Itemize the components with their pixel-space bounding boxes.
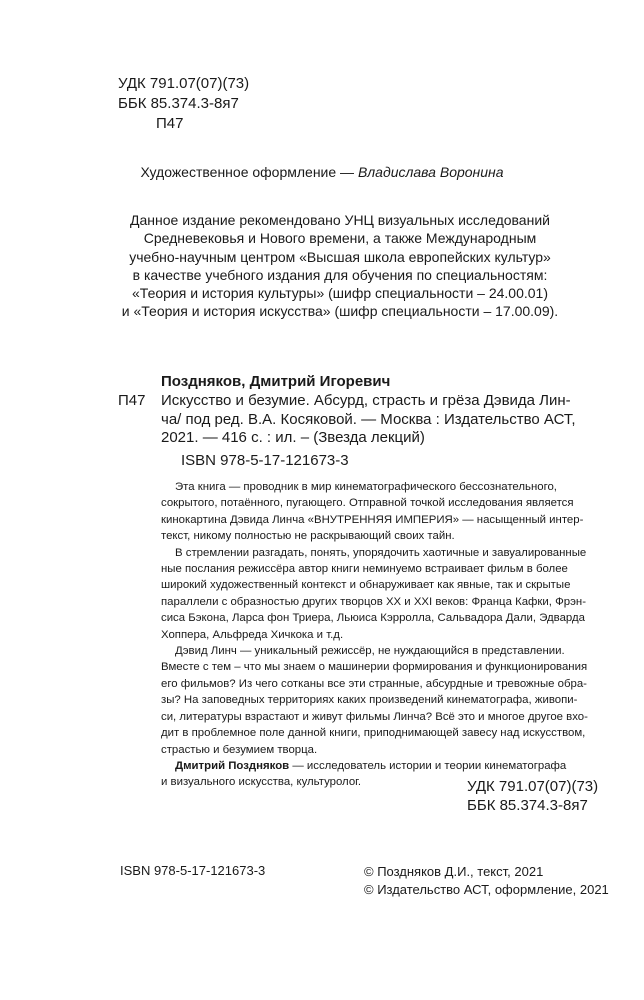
udk-code-bottom: УДК 791.07(07)(73) <box>467 778 599 795</box>
isbn: ISBN 978-5-17-121673-3 <box>181 452 349 469</box>
footer-isbn: ISBN 978-5-17-121673-3 <box>120 863 266 878</box>
annotation-line: Эта книга — проводник в мир кинематографического бессознательного, <box>175 481 557 493</box>
annotation-line: зы? На заповедных территориях каких произведений кинематографа, живопи- <box>161 694 578 707</box>
copyright-publisher: © Издательство АСТ, оформление, 2021 <box>364 882 609 897</box>
author-bio-text: — исследователь истории и теории кинематографа <box>289 759 567 772</box>
recommendation-line: Данное издание рекомендовано УНЦ визуальных исследований <box>130 212 550 228</box>
bbk-code-bottom: ББК 85.374.3-8я7 <box>467 797 588 814</box>
annotation-line: В стремлении разгадать, понять, упорядочить хаотичные и завуалированные <box>175 546 587 559</box>
bibliographic-description <box>161 392 576 448</box>
copyright-author: © Поздняков Д.И., текст, 2021 <box>364 864 544 879</box>
annotation-line: текст, никому полностью не раскрывающий своих тайн. <box>161 530 455 543</box>
copyright-block <box>364 863 609 899</box>
author-bio <box>161 758 567 774</box>
shelf-code: П47 <box>118 392 146 409</box>
bbk-code: ББК 85.374.3-8я7 <box>118 95 239 112</box>
annotation-line: страстью и безумием творца. <box>161 743 318 756</box>
recommendation-line: Средневековья и Нового времени, а также Международным <box>143 230 537 247</box>
annotation-line: Дэвид Линч — уникальный режиссёр, не нуждающийся в представлении. <box>175 645 565 658</box>
classification-block-top <box>118 74 249 134</box>
annotation-line: широкий художественный контекст и обнаруживает как явные, так и скрытые <box>161 579 571 592</box>
annotation-line: си, литературы взрастают и живут фильмы Линча? Всё это и многое другое вхо- <box>161 710 588 723</box>
recommendation-line: в качестве учебного издания для обучения по специальностям: <box>132 266 548 283</box>
description-line: ча/ под ред. В.А. Косяковой. — Москва : Издательство АСТ, <box>161 410 576 428</box>
author-sign-code: П47 <box>156 115 184 132</box>
annotation-line: параллели с образностью других творцов XX и XXI веков: Франца Кафки, Фрэн- <box>161 595 586 608</box>
classification-block-bottom <box>467 777 598 815</box>
recommendation-line: и «Теория и история искусства» (шифр специальности – 17.00.09). <box>121 303 559 320</box>
description-line: Искусство и безумие. Абсурд, страсть и грёза Дэвида Лин- <box>161 392 571 409</box>
design-credit <box>0 163 644 181</box>
annotation-line: ные послания режиссёра автор книги неминуемо встраивает фильм в более <box>161 563 568 576</box>
recommendation-notice <box>120 211 560 321</box>
annotation <box>161 479 588 791</box>
recommendation-line: «Теория и история культуры» (шифр специальности – 24.00.01) <box>132 285 548 302</box>
annotation-line: сиса Бэкона, Ларса фон Триера, Льюиса Кэрролла, Сальвадора Дали, Эдварда <box>161 612 585 625</box>
annotation-line: Вместе с тем – что мы знаем о машинерии формирования и функционирования <box>161 661 588 674</box>
author-heading: Поздняков, Дмитрий Игоревич <box>161 373 391 390</box>
designer-name: Владислава Воронина <box>357 164 504 180</box>
annotation-line: дит в проблемное поле данной книги, приподнимающей завесу над искусством, <box>161 727 586 740</box>
udk-code: УДК 791.07(07)(73) <box>118 75 250 92</box>
annotation-line: кинокартина Дэвида Линча «ВНУТРЕННЯЯ ИМПЕРИЯ» — насыщенный интер- <box>161 513 584 526</box>
annotation-line: его фильмов? Из чего сотканы все эти странные, абсурдные и тревожные обра- <box>161 677 587 690</box>
author-bio-name: Дмитрий Поздняков <box>175 759 290 772</box>
description-line: 2021. — 416 с. : ил. – (Звезда лекций) <box>161 429 425 446</box>
author-bio-line: и визуального искусства, культуролог. <box>161 776 362 789</box>
recommendation-line: учебно-научным центром «Высшая школа европейских культур» <box>129 248 551 265</box>
annotation-line: Хоппера, Альфреда Хичкока и т.д. <box>161 628 344 641</box>
annotation-line: сокрытого, потаённого, пугающего. Отправной точкой исследования является <box>161 497 574 510</box>
design-credit-label: Художественное оформление — <box>140 164 355 180</box>
